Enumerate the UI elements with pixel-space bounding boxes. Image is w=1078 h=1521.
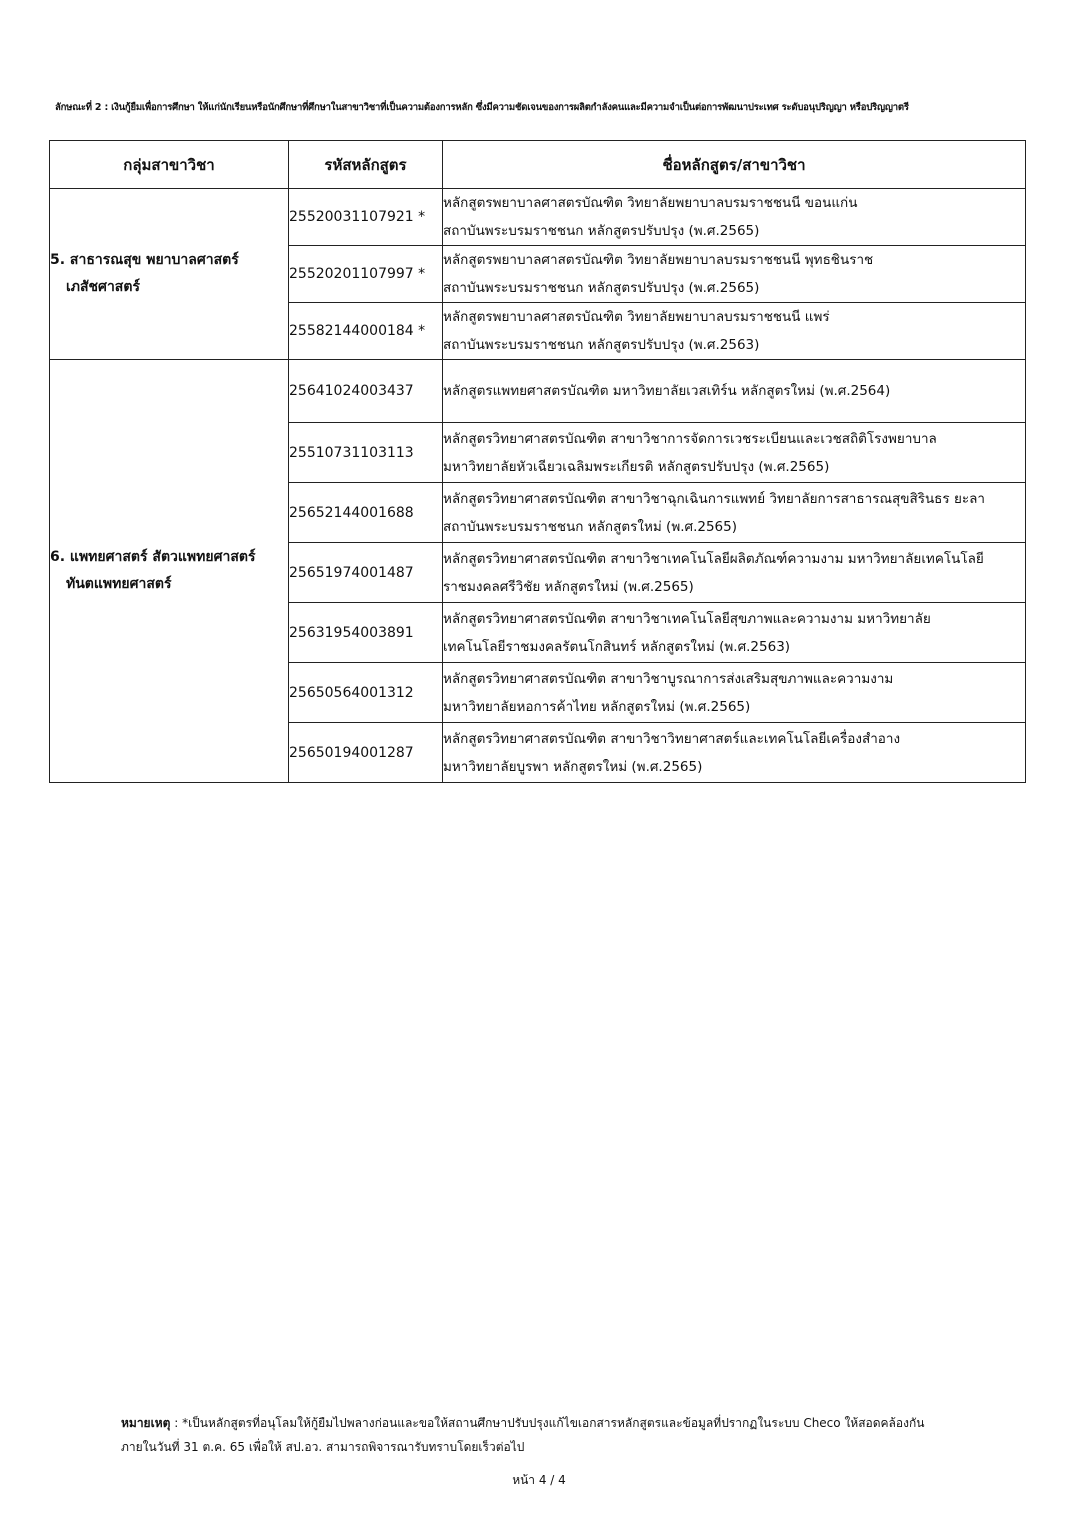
course-name-line-2: สถาบันพระบรมราชชนก หลักสูตรปรับปรุง (พ.ศ.2565) bbox=[443, 280, 760, 296]
course-code: 25641024003437 bbox=[289, 360, 443, 423]
header-course-name: ชื่อหลักสูตร/สาขาวิชา bbox=[443, 141, 1026, 189]
header-course-code: รหัสหลักสูตร bbox=[289, 141, 443, 189]
course-name bbox=[443, 303, 1026, 360]
course-name-line-1: หลักสูตรพยาบาลศาสตรบัณฑิต วิทยาลัยพยาบาลบรมราชชนนี พุทธชินราช bbox=[443, 252, 874, 268]
course-code: 25520201107997 * bbox=[289, 246, 443, 303]
footnote-line-1 bbox=[121, 1416, 924, 1430]
course-name-line-2: ราชมงคลศรีวิชัย หลักสูตรใหม่ (พ.ศ.2565) bbox=[443, 578, 694, 595]
footnote bbox=[121, 1411, 1021, 1459]
footnote-label: หมายเหตุ bbox=[121, 1416, 171, 1430]
curriculum-table bbox=[49, 140, 1026, 783]
group-cell-medicine bbox=[50, 360, 289, 783]
course-code: 25650564001312 bbox=[289, 663, 443, 723]
group-title: 5. สาธารณสุข พยาบาลศาสตร์ bbox=[50, 252, 239, 268]
course-name-line-2: มหาวิทยาลัยหัวเฉียวเฉลิมพระเกียรติ หลักสูตรปรับปรุง (พ.ศ.2565) bbox=[443, 458, 830, 475]
course-code: 25631954003891 bbox=[289, 603, 443, 663]
course-name bbox=[443, 360, 1026, 423]
course-name-line-1: หลักสูตรวิทยาศาสตรบัณฑิต สาขาวิชาบูรณาการส่งเสริมสุขภาพและความงาม bbox=[443, 670, 894, 687]
course-name bbox=[443, 246, 1026, 303]
course-name-line-2: สถาบันพระบรมราชชนก หลักสูตรปรับปรุง (พ.ศ.2563) bbox=[443, 337, 760, 353]
course-name-line-2: สถาบันพระบรมราชชนก หลักสูตรปรับปรุง (พ.ศ.2565) bbox=[443, 223, 760, 239]
group-cell-public-health bbox=[50, 189, 289, 360]
course-name-line-2: เทคโนโลยีราชมงคลรัตนโกสินทร์ หลักสูตรใหม่ (พ.ศ.2563) bbox=[443, 638, 791, 655]
course-code: 25510731103113 bbox=[289, 423, 443, 483]
course-code: 25651974001487 bbox=[289, 543, 443, 603]
group-title-continued: เภสัชศาสตร์ bbox=[66, 279, 140, 295]
course-code: 25652144001688 bbox=[289, 483, 443, 543]
course-name-line-2: มหาวิทยาลัยบูรพา หลักสูตรใหม่ (พ.ศ.2565) bbox=[443, 758, 703, 775]
course-name bbox=[443, 483, 1026, 543]
course-name-line-2: มหาวิทยาลัยหอการค้าไทย หลักสูตรใหม่ (พ.ศ.2565) bbox=[443, 698, 751, 715]
document-header: ลักษณะที่ 2 : เงินกู้ยืมเพื่อการศึกษา ให้แก่นักเรียนหรือนักศึกษาที่ศึกษาในสาขาวิชาที่เป็นความต้องการหลัก ซึ่งมีความชัดเจนของการผลิตกำลังคนและมีความจำเป็นต่อการพัฒนาประเทศ ระดับอนุปริญญา หรือปริญญาตรี bbox=[55, 102, 909, 113]
course-name-line-1: หลักสูตรพยาบาลศาสตรบัณฑิต วิทยาลัยพยาบาลบรมราชชนนี แพร่ bbox=[443, 309, 830, 325]
table-row bbox=[50, 189, 1026, 246]
table-header-row bbox=[50, 141, 1026, 189]
course-code: 25650194001287 bbox=[289, 723, 443, 783]
footnote-line-2: ภายในวันที่ 31 ต.ค. 65 เพื่อให้ สป.อว. สามารถพิจารณารับทราบโดยเร็วต่อไป bbox=[121, 1440, 525, 1454]
course-code: 25582144000184 * bbox=[289, 303, 443, 360]
course-name bbox=[443, 603, 1026, 663]
table-row bbox=[50, 360, 1026, 423]
course-name-line-1: หลักสูตรวิทยาศาสตรบัณฑิต สาขาวิชาเทคโนโลยีสุขภาพและความงาม มหาวิทยาลัย bbox=[443, 610, 931, 627]
course-code: 25520031107921 * bbox=[289, 189, 443, 246]
course-name bbox=[443, 423, 1026, 483]
course-name bbox=[443, 723, 1026, 783]
footnote-text: : *เป็นหลักสูตรที่อนุโลมให้กู้ยืมไปพลางก่อนและขอให้สถานศึกษาปรับปรุงแก้ไขเอกสารหลักสูตรและข้อมูลที่ปรากฏในระบบ Checo ให้สอดคล้องกัน bbox=[170, 1416, 925, 1430]
course-name-line-1: หลักสูตรวิทยาศาสตรบัณฑิต สาขาวิชาฉุกเฉินการแพทย์ วิทยาลัยการสาธารณสุขสิรินธร ยะลา bbox=[443, 490, 985, 507]
course-name-line-1: หลักสูตรวิทยาศาสตรบัณฑิต สาขาวิชาการจัดการเวชระเบียนและเวชสถิติโรงพยาบาล bbox=[443, 430, 937, 447]
course-name-line-1: หลักสูตรวิทยาศาสตรบัณฑิต สาขาวิชาวิทยาศาสตร์และเทคโนโลยีเครื่องสำอาง bbox=[443, 730, 901, 747]
course-name-line-2: สถาบันพระบรมราชชนก หลักสูตรใหม่ (พ.ศ.2565) bbox=[443, 518, 737, 535]
course-name bbox=[443, 663, 1026, 723]
page-number: หน้า 4 / 4 bbox=[512, 1473, 566, 1487]
course-name bbox=[443, 543, 1026, 603]
course-name bbox=[443, 189, 1026, 246]
header-field-group: กลุ่มสาขาวิชา bbox=[50, 141, 289, 189]
course-name-line-1: หลักสูตรวิทยาศาสตรบัณฑิต สาขาวิชาเทคโนโลยีผลิตภัณฑ์ความงาม มหาวิทยาลัยเทคโนโลยี bbox=[443, 550, 984, 567]
group-title-continued: ทันตแพทยศาสตร์ bbox=[66, 576, 172, 592]
group-title: 6. แพทยศาสตร์ สัตวแพทยศาสตร์ bbox=[50, 549, 256, 565]
course-name-line-1: หลักสูตรพยาบาลศาสตรบัณฑิต วิทยาลัยพยาบาลบรมราชชนนี ขอนแก่น bbox=[443, 195, 858, 211]
course-name-line-1: หลักสูตรแพทยศาสตรบัณฑิต มหาวิทยาลัยเวสเทิร์น หลักสูตรใหม่ (พ.ศ.2564) bbox=[443, 383, 891, 399]
